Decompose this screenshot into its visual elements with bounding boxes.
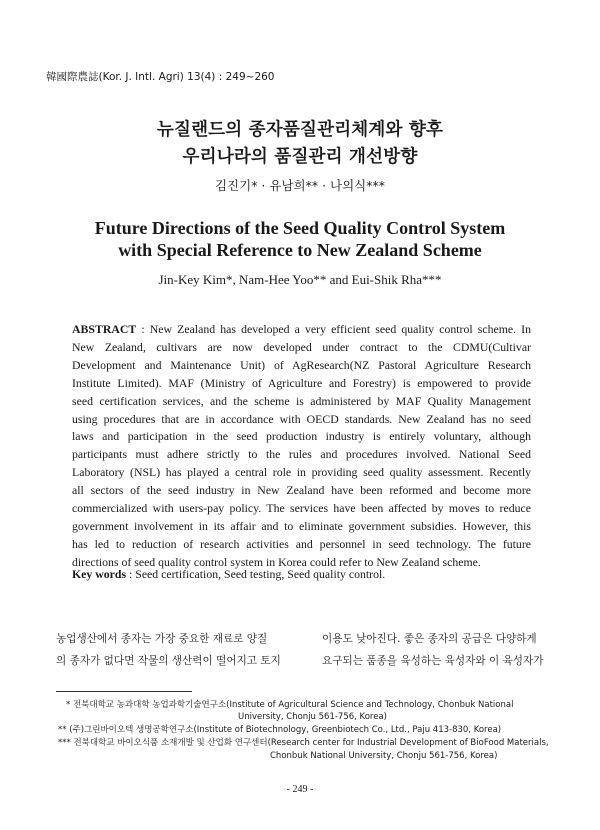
abstract-line: commercialized with users-pay policy. The services have been affected by moves to reduce [72,501,531,516]
abstract-line: laws and participation in the seed production industry is entirely voluntary, although [72,429,531,444]
abstract-line: New Zealand, cultivars are now developed under contract to the CDMU(Cultivar [72,339,531,354]
abstract-line: Institute Limited). MAF (Ministry of Agriculture and Forestry) is empowered to provide [72,375,531,390]
korean-title-line-2: 우리나라의 품질관리 개선방향 [182,147,418,167]
body-line: 요구되는 품종을 육성하는 육성자와 이 육성자가 [322,655,544,667]
journal-citation: 韓國際農誌(Kor. J. Intl. Agri) 13(4) : 249~260 [46,71,275,83]
abstract-label: ABSTRACT [72,322,137,336]
abstract-line: participants must adhere strictly to the rules and procedures involved. National Seed [72,447,531,462]
korean-title-line-1: 뉴질랜드의 종자품질관리체계와 향후 [156,120,444,140]
body-column-right [322,628,544,672]
body-column-left [56,628,281,672]
english-title-line-2: with Special Reference to New Zealand Scheme [118,240,482,260]
body-line: 이용도 낮아진다. 좋은 종자의 공급은 다양하게 [322,633,537,645]
page-number: - 249 - [286,784,314,795]
footnote-1-continued: University, Chonju 561-756, Korea) [238,712,387,722]
abstract-line: ABSTRACT : New Zealand has developed a very efficient seed quality control scheme. In [72,322,531,336]
abstract [72,321,531,572]
footnote-2: ** (주)그린바이오텍 생명공학연구소(Institute of Biotechnology, Greenbiotech Co., Ltd., Paju 413-830, Korea) [58,725,502,735]
abstract-line: Development and Maintenance Unit) of AgResearch(NZ Pastoral Agriculture Research [72,357,531,372]
abstract-line: has led to reduction of research activities and personnel in seed technology. The future [72,536,531,551]
body-line: 농업생산에서 종자는 가장 중요한 재료로 양질 [56,633,268,645]
keywords-text: : Seed certification, Seed testing, Seed quality control. [126,567,386,581]
english-authors: Jin-Key Kim*, Nam-Hee Yoo** and Eui-Shik Rha*** [158,272,442,287]
abstract-line: seed certification services, and the scheme is administered by MAF Quality Management [72,393,531,408]
abstract-line: using procedures that are in accordance with OECD standards. New Zealand has no seed [72,411,531,426]
footnote-3: *** 전북대학교 바이오식품 소재개발 및 산업화 연구센터(Research center for Industrial Development of BioFood Materials, [58,738,549,748]
abstract-line: government involvement in its affair and to eliminate government subsidies. However, this [72,518,531,533]
keywords [72,567,385,582]
abstract-line: all sectors of the seed industry in New Zealand have been reformed and become more [72,483,531,498]
footnote-1: * 전북대학교 농과대학 농업과학기술연구소(Institute of Agricultural Science and Technology, Chonbuk National [66,700,514,710]
keywords-label: Key words [72,567,127,581]
abstract-line: Laboratory (NSL) has played a central role in providing seed quality assessment. Recently [72,465,531,480]
korean-authors: 김진기* · 유남희** · 나의식*** [214,178,386,193]
body-line: 의 종자가 없다면 작물의 생산력이 떨어지고 토지 [56,655,281,667]
english-title-line-1: Future Directions of the Seed Quality Control System [94,218,506,238]
footnote-divider [56,691,192,692]
abstract-line: directions of seed quality control system in Korea could refer to New Zealand scheme. [72,554,481,569]
footnote-3-continued: Chonbuk National University, Chonju 561-756, Korea) [270,751,498,761]
